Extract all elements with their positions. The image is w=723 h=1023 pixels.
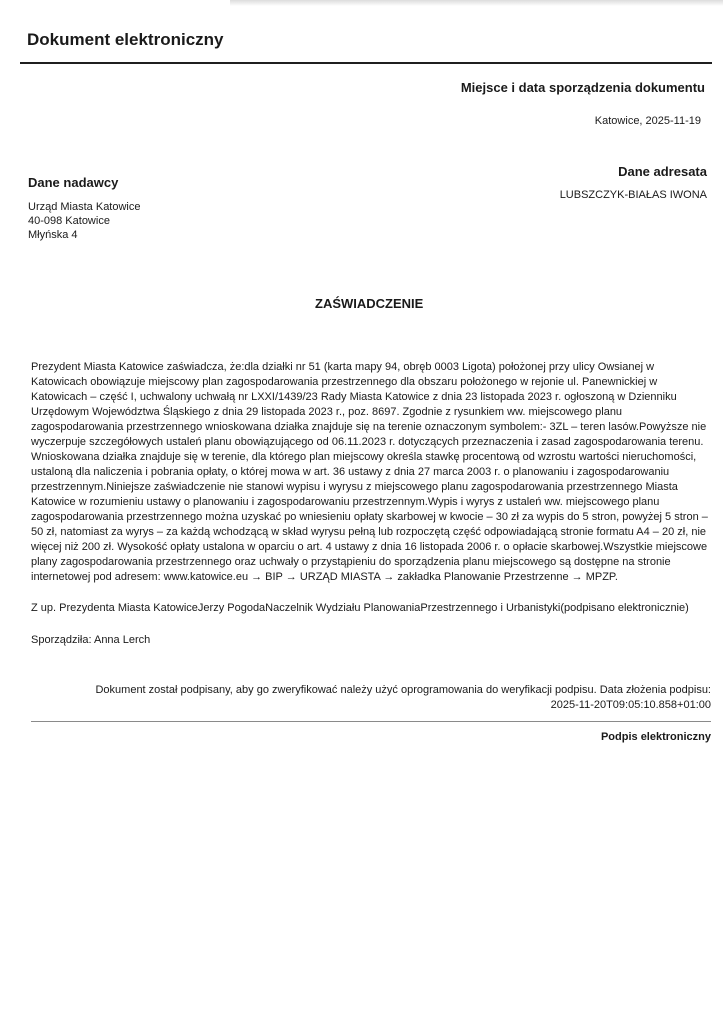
signature-note xyxy=(31,683,711,713)
recipient-heading: Dane adresata xyxy=(618,164,707,179)
recipient-name: LUBSZCZYK-BIAŁAS IWONA xyxy=(559,189,707,201)
signature-divider xyxy=(31,721,711,722)
certificate-body: Prezydent Miasta Katowice zaświadcza, że:dla działki nr 51 (karta mapy 94, obręb 0003 Ligota) położonej przy ulicy Owsianej w Katowicach obowiązuje miejscowy plan zagospodarowania przestrzennego dla obszaru położonego w rejonie ul. Panewnickiej w Katowicach – część I, uchwalony uchwałą nr LXXI/1439/23 Rady Miasta Katowice z dnia 23 listopada 2023 r. ogłoszoną w Dzienniku Urzędowym Województwa Śląskiego z dnia 29 listopada 2023 r., poz. 8697. Zgodnie z rysunkiem ww. miejscowego planu zagospodarowania przestrzennego wnioskowana działka znajduje się na terenie oznaczonym symbolem:- 3ZL – teren lasów.Powyższe nie wyczerpuje szczegółowych ustaleń planu obowiązującego od 06.11.2023 r. dotyczących przeznaczenia i zasad zagospodarowania terenu. Wnioskowana działka znajduje się w terenie, dla którego plan miejscowy określa stawkę procentową od wzrostu wartości nieruchomości, ustaloną dla naliczenia i pobrania opłaty, o której mowa w art. 36 ustawy z dnia 27 marca 2003 r. o planowaniu i zagospodarowaniu przestrzennym.Niniejsze zaświadczenie nie stanowi wypisu i wyrysu z miejscowego planu zagospodarowania przestrzennego Miasta Katowice w rozumieniu ustawy o planowaniu i zagospodarowaniu przestrzennym.Wypis i wyrys z ustaleń ww. miejscowego planu zagospodarowania przestrzennego można uzyskać po wniesieniu opłaty skarbowej w kwocie – 30 zł za wypis do 5 stron, powyżej 5 stron – 50 zł, natomiast za wyrys – za każdą wchodzącą w skład wyrysu pełną lub rozpoczętą część odpowiadającą stronie formatu A4 – 20 zł, nie więcej niż 200 zł. Wysokość opłaty ustalona w oparciu o art. 4 ustawy z dnia 16 listopada 2006 r. o opłacie skarbowej.Wszystkie miejscowe plany zagospodarowania przestrzennego oraz uchwały o przystąpieniu do sporządzenia planu miejscowego są dostępne na stronie internetowej pod adresem: www.katowice.eu → BIP → URZĄD MIASTA → zakładka Planowanie Przestrzenne → MPZP. xyxy=(31,361,708,583)
sender-line: Młyńska 4 xyxy=(28,229,78,241)
place-date-heading: Miejsce i data sporządzenia dokumentu xyxy=(460,80,705,95)
signature-label: Podpis elektroniczny xyxy=(600,731,711,743)
sender-line: Urząd Miasta Katowice xyxy=(28,201,141,213)
header-divider xyxy=(20,62,712,64)
prepared-by: Sporządziła: Anna Lerch xyxy=(31,634,151,646)
document-body-section xyxy=(31,296,711,744)
signature-note-text: Dokument został podpisany, aby go zweryfikować należy użyć oprogramowania do weryfikacji podpisu. Data złożenia podpisu: xyxy=(95,684,711,696)
certificate-title: ZAŚWIADCZENIE xyxy=(315,296,424,311)
sender-heading: Dane nadawcy xyxy=(28,175,119,190)
signature-timestamp: 2025-11-20T09:05:10.858+01:00 xyxy=(550,699,711,711)
scan-shadow xyxy=(230,0,723,6)
signoff: Z up. Prezydenta Miasta KatowiceJerzy PogodaNaczelnik Wydziału PlanowaniaPrzestrzennego i Urbanistyki(podpisano elektronicznie) xyxy=(31,602,689,614)
sender-line: 40-098 Katowice xyxy=(28,215,110,227)
place-date-value: Katowice, 2025-11-19 xyxy=(594,115,701,127)
sender-address xyxy=(28,200,141,242)
document-title: Dokument elektroniczny xyxy=(27,30,224,49)
